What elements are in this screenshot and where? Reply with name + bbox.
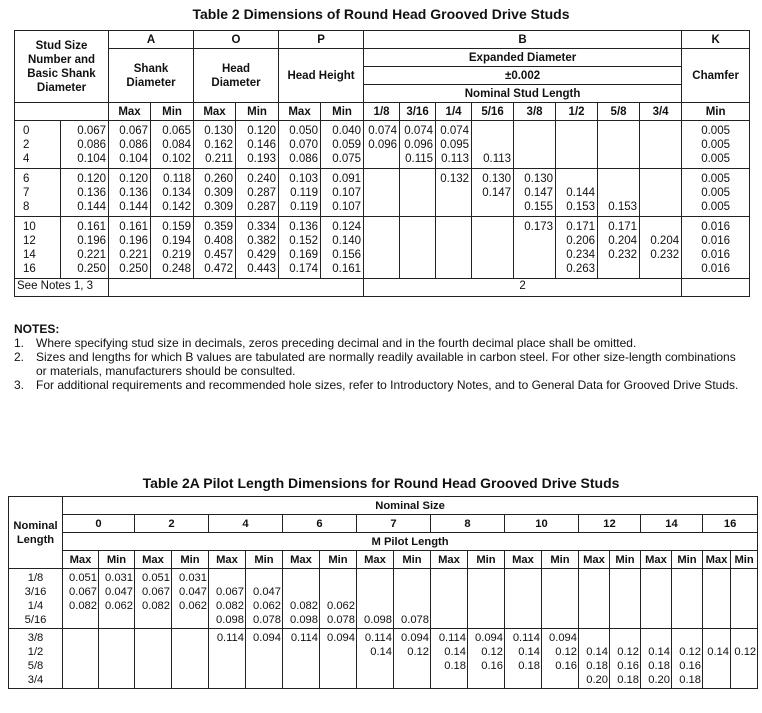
pilot-length-cell: 0.114 [209,629,246,689]
expanded-diameter-cell [514,121,556,169]
table2 [14,30,750,297]
shank-min-cell: 0.065 0.084 0.102 [151,121,194,169]
nominal-length-cell: 3/8 1/2 5/8 3/4 [9,629,63,689]
table-row [15,217,750,279]
min-header: Min [246,551,283,569]
expanded-diameter-cell: 0.074 0.096 0.115 [400,121,436,169]
expanded-diameter-cell: 0.153 [598,169,640,217]
expanded-diameter-cell: 0.074 0.095 0.113 [436,121,472,169]
pilot-length-cell: 0.14 0.18 0.20 [579,629,610,689]
pilot-length-cell: 0.082 0.098 [283,569,320,629]
col-a-header: A [109,31,194,49]
nominal-size-header: 7 [357,515,431,533]
pilot-length-cell [468,569,505,629]
head-diameter-min-cell: 0.120 0.146 0.193 [236,121,279,169]
pilot-length-cell [431,569,468,629]
expanded-diameter-cell: 0.204 0.232 [640,217,682,279]
expanded-diameter-cell [598,121,640,169]
nominal-size-header: 10 [505,515,579,533]
shank-max-cell: 0.067 0.086 0.104 [109,121,151,169]
note-number: 3. [14,378,25,392]
note-text: Sizes and lengths for which B values are tabulated are normally readily available in carbon steel. For other size-length combinations or materials, manufacturers should be consulted. [36,350,736,378]
basic-diameter-cell: 0.120 0.136 0.144 [61,169,109,217]
a-min-header: Min [151,103,194,121]
pilot-length-cell: 0.067 0.082 0.098 [209,569,246,629]
pilot-length-cell: 0.031 0.047 0.062 [99,569,135,629]
pilot-length-cell: 0.14 0.18 0.20 [641,629,672,689]
stud-size-header: Stud Size Number and Basic Shank Diameter [15,31,109,103]
b-note-ref: 2 [364,279,682,297]
stud-size-cell: 0 2 4 [15,121,61,169]
notes-section [14,322,749,392]
expanded-diameter-cell [556,121,598,169]
table-row [15,121,750,169]
head-diameter-max-cell: 0.359 0.408 0.457 0.472 [194,217,236,279]
table2-title: Table 2 Dimensions of Round Head Grooved Drive Studs [192,6,570,22]
max-header: Max [431,551,468,569]
note-item [14,336,749,350]
nominal-size-header: Nominal Size [63,497,758,515]
min-header: Min [468,551,505,569]
pilot-length-cell: 0.098 [357,569,394,629]
pilot-length-cell [610,569,641,629]
col-b-header: B [364,31,682,49]
expanded-diameter-cell [472,217,514,279]
expanded-diameter-cell: 0.132 [436,169,472,217]
tolerance-header: ±0.002 [364,67,682,85]
min-header: Min [542,551,579,569]
pilot-length-cell [672,569,703,629]
length-header: 5/8 [598,103,640,121]
pilot-length-cell [505,569,542,629]
note-text: Where specifying stud size in decimals, zeros preceding decimal and in the fourth decimal place shall be omitted. [36,336,637,350]
table-row [9,629,758,689]
pilot-length-cell [641,569,672,629]
min-header: Min [99,551,135,569]
pilot-length-cell [703,569,731,629]
shank-max-cell: 0.120 0.136 0.144 [109,169,151,217]
pilot-length-cell [579,569,610,629]
expanded-diameter-cell: 0.171 0.206 0.234 0.263 [556,217,598,279]
col-k-header: K [682,31,750,49]
min-header: Min [394,551,431,569]
chamfer-cell: 0.005 0.005 0.005 [682,121,750,169]
pilot-length-cell: 0.094 0.12 0.16 [542,629,579,689]
max-header: Max [505,551,542,569]
max-header: Max [703,551,731,569]
expanded-diameter-cell: 0.130 0.147 [472,169,514,217]
max-header: Max [579,551,610,569]
pilot-length-cell [172,629,209,689]
pilot-length-cell: 0.094 0.12 0.16 [468,629,505,689]
max-header: Max [135,551,172,569]
expanded-diameter-cell [436,217,472,279]
head-height-min-cell: 0.091 0.107 0.107 [321,169,364,217]
head-height-header: Head Height [279,49,364,103]
nominal-size-header: 6 [283,515,357,533]
nominal-size-header: 14 [641,515,703,533]
head-diameter-header: Head Diameter [194,49,279,103]
chamfer-cell: 0.016 0.016 0.016 0.016 [682,217,750,279]
min-header: Min [172,551,209,569]
head-diameter-min-cell: 0.334 0.382 0.429 0.443 [236,217,279,279]
chamfer-cell: 0.005 0.005 0.005 [682,169,750,217]
head-height-min-cell: 0.040 0.059 0.075 [321,121,364,169]
pilot-length-cell: 0.031 0.047 0.062 [172,569,209,629]
expanded-diameter-cell [364,217,400,279]
max-header: Max [357,551,394,569]
m-pilot-length-header: M Pilot Length [63,533,758,551]
min-header: Min [672,551,703,569]
a-max-header: Max [109,103,151,121]
col-p-header: P [279,31,364,49]
pilot-length-cell: 0.047 0.062 0.078 [246,569,283,629]
pilot-length-cell: 0.114 0.14 [357,629,394,689]
length-header: 1/8 [364,103,400,121]
note-item [14,378,749,392]
pilot-length-cell [731,569,758,629]
note-number: 2. [14,350,25,364]
nominal-size-header: 4 [209,515,283,533]
expanded-diameter-cell: 0.074 0.096 [364,121,400,169]
nominal-stud-length-header: Nominal Stud Length [364,85,682,103]
pilot-length-cell: 0.114 [283,629,320,689]
length-header: 1/4 [436,103,472,121]
min-header: Min [320,551,357,569]
pilot-length-cell [542,569,579,629]
expanded-diameter-cell [364,169,400,217]
pilot-length-cell: 0.051 0.067 0.082 [63,569,99,629]
expanded-diameter-cell [640,121,682,169]
pilot-length-cell: 0.094 [320,629,357,689]
expanded-diameter-cell: 0.113 [472,121,514,169]
expanded-diameter-header: Expanded Diameter [364,49,682,67]
pilot-length-cell: 0.114 0.14 0.18 [431,629,468,689]
head-height-max-cell: 0.103 0.119 0.119 [279,169,321,217]
max-header: Max [209,551,246,569]
max-header: Max [283,551,320,569]
nominal-size-header: 16 [703,515,758,533]
nominal-size-header: 8 [431,515,505,533]
pilot-length-cell: 0.078 [394,569,431,629]
pilot-length-cell: 0.094 [246,629,283,689]
o-max-header: Max [194,103,236,121]
shank-max-cell: 0.161 0.196 0.221 0.250 [109,217,151,279]
note-item [14,350,749,378]
head-height-max-cell: 0.136 0.152 0.169 0.174 [279,217,321,279]
p-min-header: Min [321,103,364,121]
nominal-size-header: 12 [579,515,641,533]
table-row [9,569,758,629]
head-diameter-max-cell: 0.260 0.309 0.309 [194,169,236,217]
nominal-length-cell: 1/8 3/16 1/4 5/16 [9,569,63,629]
length-header: 3/16 [400,103,436,121]
nominal-size-header: 2 [135,515,209,533]
note-text: For additional requirements and recommended hole sizes, refer to Introductory Notes, and to General Data for Grooved Drive Studs. [36,378,739,392]
pilot-length-cell [135,629,172,689]
pilot-length-cell: 0.12 0.16 0.18 [610,629,641,689]
length-header: 5/16 [472,103,514,121]
expanded-diameter-cell [400,217,436,279]
length-header: 3/4 [640,103,682,121]
nominal-size-header: 0 [63,515,135,533]
table-row [15,169,750,217]
expanded-diameter-cell: 0.171 0.204 0.232 [598,217,640,279]
expanded-diameter-cell [640,169,682,217]
min-header: Min [731,551,758,569]
pilot-length-cell [99,629,135,689]
pilot-length-cell [63,629,99,689]
min-header: Min [610,551,641,569]
max-header: Max [641,551,672,569]
basic-diameter-cell: 0.161 0.196 0.221 0.250 [61,217,109,279]
head-diameter-min-cell: 0.240 0.287 0.287 [236,169,279,217]
expanded-diameter-cell [400,169,436,217]
expanded-diameter-cell: 0.173 [514,217,556,279]
table2a [8,496,758,689]
col-o-header: O [194,31,279,49]
pilot-length-cell: 0.062 0.078 [320,569,357,629]
k-min-header: Min [682,103,750,121]
expanded-diameter-cell: 0.130 0.147 0.155 [514,169,556,217]
basic-diameter-cell: 0.067 0.086 0.104 [61,121,109,169]
shank-diameter-header: Shank Diameter [109,49,194,103]
o-min-header: Min [236,103,279,121]
pilot-length-cell: 0.114 0.14 0.18 [505,629,542,689]
length-header: 1/2 [556,103,598,121]
head-height-max-cell: 0.050 0.070 0.086 [279,121,321,169]
chamfer-header: Chamfer [682,49,750,103]
head-height-min-cell: 0.124 0.140 0.156 0.161 [321,217,364,279]
note-number: 1. [14,336,25,350]
pilot-length-cell: 0.051 0.067 0.082 [135,569,172,629]
expanded-diameter-cell: 0.144 0.153 [556,169,598,217]
max-header: Max [63,551,99,569]
see-notes-cell: See Notes 1, 3 [15,279,109,297]
pilot-length-cell: 0.12 0.16 0.18 [672,629,703,689]
shank-min-cell: 0.118 0.134 0.142 [151,169,194,217]
head-diameter-max-cell: 0.130 0.162 0.211 [194,121,236,169]
pilot-length-cell: 0.12 [731,629,758,689]
stud-size-cell: 10 12 14 16 [15,217,61,279]
nominal-length-header: Nominal Length [9,497,63,569]
pilot-length-cell: 0.094 0.12 [394,629,431,689]
p-max-header: Max [279,103,321,121]
pilot-length-cell: 0.14 [703,629,731,689]
notes-heading: NOTES: [14,322,60,336]
stud-size-cell: 6 7 8 [15,169,61,217]
length-header: 3/8 [514,103,556,121]
table2a-title: Table 2A Pilot Length Dimensions for Round Head Grooved Drive Studs [142,475,620,491]
shank-min-cell: 0.159 0.194 0.219 0.248 [151,217,194,279]
